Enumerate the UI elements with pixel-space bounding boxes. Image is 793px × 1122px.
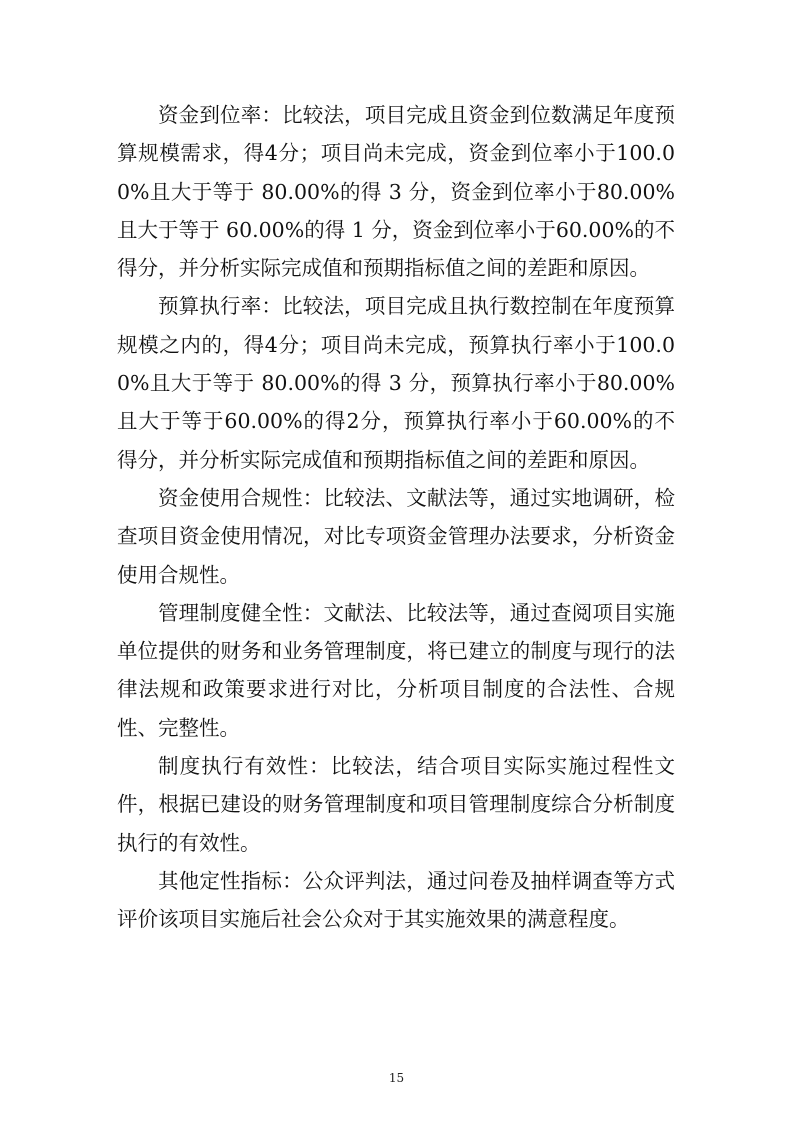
- paragraph-system-execution-effectiveness: 制度执行有效性：比较法，结合项目实际实施过程性文件，根据已建设的财务管理制度和项目管理制度综合分析制度执行的有效性。: [117, 754, 675, 855]
- paragraph-budget-execution-rate: 预算执行率：比较法，项目完成且执行数控制在年度预算规模之内的，得4分；项目尚未完成，预算执行率小于100.00%且大于等于 80.00%的得 3 分，预算执行率小于80.00%且大于等于60.00%的得2分，预算执行率小于60.00%的不得分，并分析实际完成值和预期指标值之间的差距和原因。: [117, 294, 675, 472]
- paragraph-funds-use-compliance: 资金使用合规性：比较法、文献法等，通过实地调研，检查项目资金使用情况，对比专项资金管理办法要求，分析资金使用合规性。: [117, 485, 675, 587]
- body-text: [117, 96, 675, 939]
- page-number: 15: [388, 1071, 405, 1085]
- paragraph-other-qualitative-indicators: 其他定性指标：公众评判法，通过问卷及抽样调查等方式评价该项目实施后社会公众对于其实施效果的满意程度。: [117, 868, 675, 932]
- paragraph-funds-arrival-rate: 资金到位率：比较法，项目完成且资金到位数满足年度预算规模需求，得4分；项目尚未完成，资金到位率小于100.00%且大于等于 80.00%的得 3 分，资金到位率小于80.00%且大于等于 60.00%的得 1 分，资金到位率小于60.00%的不得分，并分析实际完成值和预期指标值之间的差距和原因。: [117, 103, 675, 281]
- paragraph-management-system-soundness: 管理制度健全性：文献法、比较法等，通过查阅项目实施单位提供的财务和业务管理制度，将已建立的制度与现行的法律法规和政策要求进行对比，分析项目制度的合法性、合规性、完整性。: [117, 600, 675, 740]
